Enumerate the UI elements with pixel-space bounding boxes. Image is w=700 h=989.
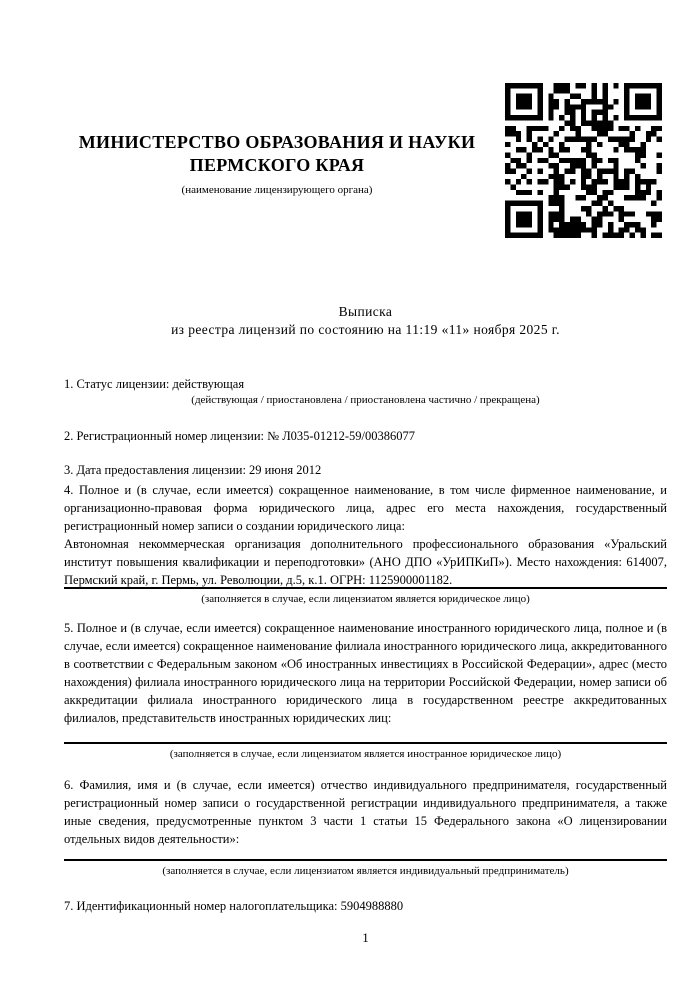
license-status-value: действующая [172, 377, 245, 391]
item-foreign-entity [64, 619, 667, 727]
document-title [64, 303, 667, 339]
registration-number-label: 2. Регистрационный номер лицензии: [64, 429, 265, 443]
grant-date-value: 29 июня 2012 [249, 463, 322, 477]
item-grant-date [64, 461, 667, 479]
ministry-name-line1: МИНИСТЕРСТВО ОБРАЗОВАНИЯ И НАУКИ [78, 132, 476, 152]
fill-line-foreign-entity [64, 742, 667, 744]
page-number: 1 [362, 930, 369, 945]
qr-code-icon [505, 83, 662, 238]
license-status-label: 1. Статус лицензии: [64, 377, 170, 391]
legal-entity-value: Автономная некоммерческая организация дополнительного профессионального образования «Уральский институт повышения квалификации и переподготовки» (АНО ДПО «УрИПКиП»). Место нахождения: 614007, Пермский край, г. Пермь, ул. Революции, д.5, к.1. ОГРН: 1125900001182. [64, 537, 667, 587]
entrepreneur-caption: (заполняется в случае, если лицензиатом является индивидуальный предприниматель) [162, 865, 569, 877]
legal-entity-caption: (заполняется в случае, если лицензиатом является юридическое лицо) [201, 593, 530, 605]
item-registration-number [64, 427, 667, 445]
item-taxpayer-id [64, 897, 667, 915]
registration-number-value: № Л035-01212-59/00386077 [267, 429, 415, 443]
legal-entity-label: 4. Полное и (в случае, если имеется) сокращенное наименование, в том числе фирменное наименование, и организационно-правовая форма юридического лица, адрес его места нахождения, государственный регистрационный номер записи о создании юридического лица: [64, 483, 667, 533]
taxpayer-id-value: 5904988880 [340, 899, 404, 913]
item-license-status [64, 375, 667, 393]
document-title-line2: из реестра лицензий по состоянию на 11:19 «11» ноября 2025 г. [171, 322, 560, 337]
grant-date-label: 3. Дата предоставления лицензии: [64, 463, 246, 477]
foreign-entity-label: 5. Полное и (в случае, если имеется) сокращенное наименование иностранного юридического лица, полное и (в случае, если имеется) сокращенное наименование филиала иностранного юридического лица, аккредитованного в соответствии с Федеральным законом «Об иностранных инвестициях в Российской Федерации», адрес (место нахождения) филиала иностранного юридического лица на территории Российской Федерации, номер записи об аккредитации филиала иностранного юридического лица в государственном реестре аккредитованных филиалов, представительств иностранных юридических лиц: [64, 621, 667, 725]
taxpayer-id-label: 7. Идентификационный номер налогоплательщика: [64, 899, 338, 913]
issuing-authority-header [64, 131, 490, 197]
authority-field-caption: (наименование лицензирующего органа) [181, 184, 373, 196]
document-title-line1: Выписка [338, 304, 393, 319]
entrepreneur-label: 6. Фамилия, имя и (в случае, если имеется) отчество индивидуального предпринимателя, государственный регистрационный номер записи о государственной регистрации индивидуального предпринимателя, а также иные сведения, предусмотренные пунктом 3 части 1 статьи 15 Федерального закона «О лицензировании отдельных видов деятельности»: [64, 778, 667, 846]
ministry-name-line2: ПЕРМСКОГО КРАЯ [189, 155, 365, 175]
fill-line-entrepreneur [64, 859, 667, 861]
item-entrepreneur [64, 776, 667, 848]
fill-line-legal-entity [64, 587, 667, 589]
item-legal-entity [64, 481, 667, 589]
foreign-entity-caption: (заполняется в случае, если лицензиатом является иностранное юридическое лицо) [169, 748, 562, 760]
license-status-options-caption: (действующая / приостановлена / приостановлена частично / прекращена) [191, 394, 540, 406]
